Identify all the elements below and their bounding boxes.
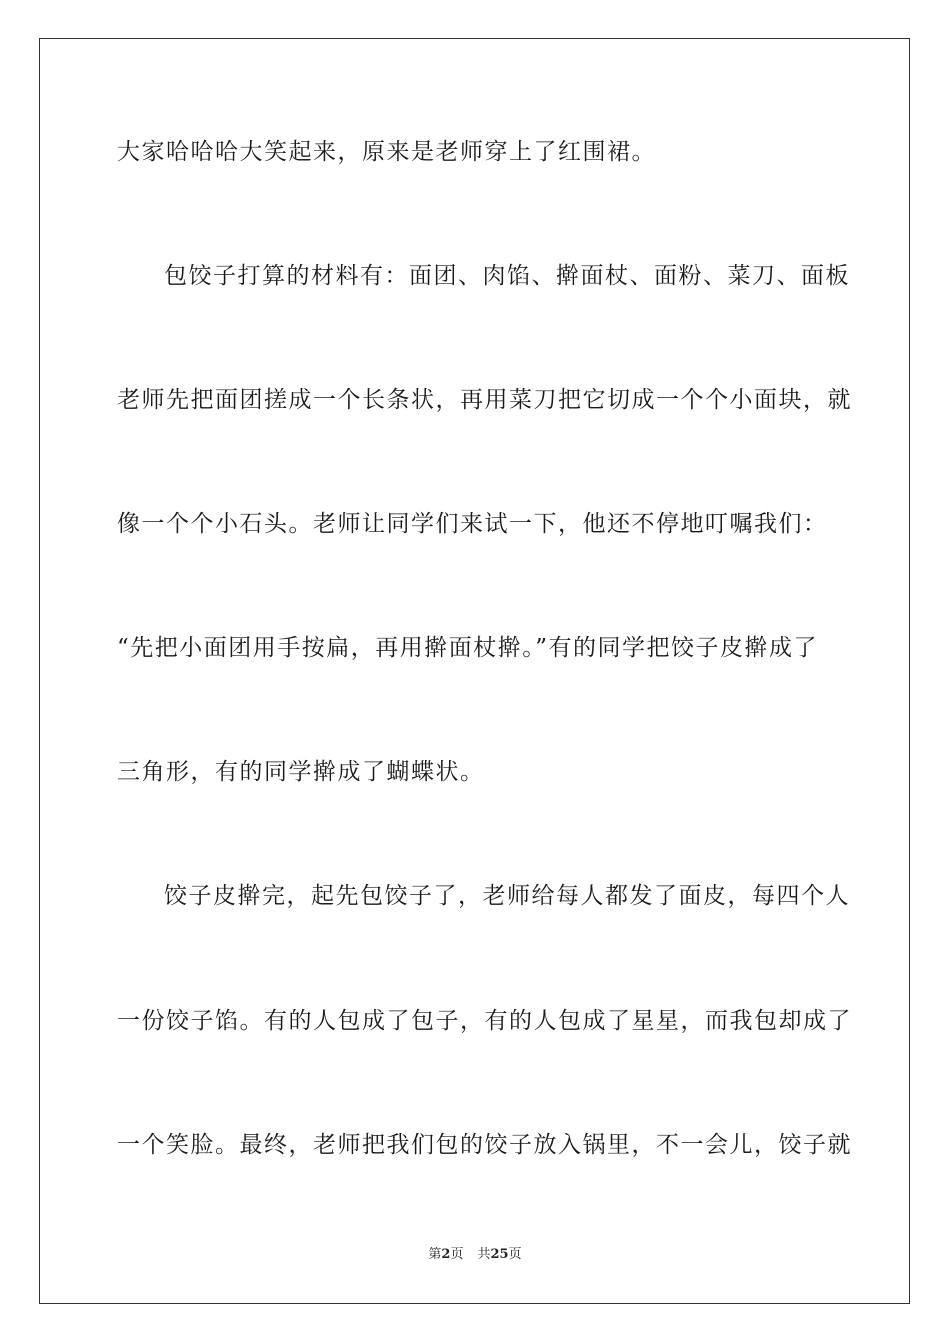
- page-prefix: 第: [428, 1247, 442, 1262]
- text-line: 一个笑脸。最终，老师把我们包的饺子放入锅里，不一会儿，饺子就: [117, 1132, 852, 1158]
- total-pages: 25: [490, 1247, 509, 1262]
- text-line: 像一个个小石头。老师让同学们来试一下，他还不停地叮嘱我们：: [117, 511, 828, 537]
- text-line: “先把小面团用手按扁，再用擀面杖擀。”有的同学把饺子皮擀成了: [117, 635, 819, 661]
- total-suffix: 页: [508, 1247, 522, 1262]
- text-line: 一份饺子馅。有的人包成了包子，有的人包成了星星，而我包却成了: [117, 1008, 852, 1034]
- text-line: 老师先把面团搓成一个长条状，再用菜刀把它切成一个个小面块，就: [117, 387, 852, 413]
- page-footer: [0, 1246, 950, 1264]
- total-prefix: 共: [477, 1247, 491, 1262]
- page-number: 2: [441, 1247, 451, 1262]
- text-line: 饺子皮擀完，起先包饺子了，老师给每人都发了面皮，每四个人: [164, 883, 850, 909]
- text-line: 大家哈哈哈大笑起来，原来是老师穿上了红围裙。: [117, 139, 656, 165]
- text-line: 三角形，有的同学擀成了蝴蝶状。: [117, 759, 485, 785]
- page-border: [39, 38, 910, 1304]
- text-line: 包饺子打算的材料有：面团、肉馅、擀面杖、面粉、菜刀、面板: [164, 263, 850, 289]
- page-suffix: 页: [450, 1247, 464, 1262]
